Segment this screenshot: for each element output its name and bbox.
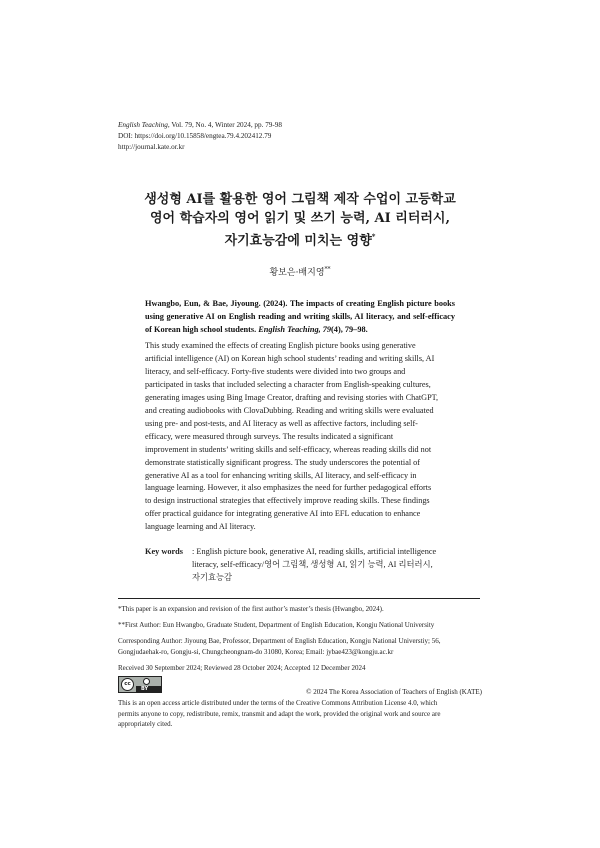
abstract-line: demonstrate statistically significant progress. The study underscores the potential of <box>145 457 420 467</box>
author-names-text: 황보은·배지영 <box>269 268 325 278</box>
abstract-line: and creating audiobooks with ClovaDubbing. Reading and writing skills were evaluated <box>145 405 434 415</box>
keywords-line: literacy, self-efficacy/영어 그림책, 생성형 AI, 읽기 능력, AI 리터러시, <box>192 560 433 569</box>
volume-issue: , Vol. 79, No. 4, Winter 2024, pp. 79-98 <box>167 121 282 129</box>
title-footnote-marker: * <box>371 232 376 241</box>
keywords-label: Key words <box>145 547 184 556</box>
cc-icon: cc <box>121 678 134 691</box>
by-label: BY <box>141 686 149 692</box>
abstract-line: language learning. However, it also emphasizes the need for further pedagogical efforts <box>145 483 432 493</box>
journal-name: English Teaching <box>118 121 168 129</box>
doi-line: DOI: https://doi.org/10.15858/engtea.79.4.202412.79 <box>118 132 272 140</box>
abstract-line: literacy, and self-efficacy. Forty-five students were divided into two groups and <box>145 366 406 376</box>
license-line: This is an open access article distributed under the terms of the Creative Commons Attribution License 4.0, which <box>118 698 438 707</box>
title-line-3-text: 자기효능감에 미치는 영향 <box>224 233 372 249</box>
journal-url: http://journal.kate.or.kr <box>118 143 185 151</box>
abstract-line: participated in tasks that included selecting a character from English-speaking cultures, <box>145 379 431 389</box>
citation-text: Hwangbo, Eun, & Bae, Jiyoung. (2024). The impacts of creating English picture books using generative AI on English reading and writing skills, AI literacy, and self-efficacy of Korean high school students. <box>145 299 455 334</box>
title-line-1: 생성형 AI를 활용한 영어 그림책 제작 수업이 고등학교 <box>144 192 456 207</box>
citation-pages: (4), 79–98. <box>331 325 368 334</box>
abstract-line: This study examined the effects of creating English picture books using generative <box>145 341 416 350</box>
citation-journal: English Teaching, 79 <box>258 325 332 334</box>
license-line: appropriately cited. <box>118 720 173 729</box>
abstract-line: using pre- and post-tests, and AI literacy as well as affective factors, including self- <box>145 418 418 428</box>
footnotes <box>118 604 482 674</box>
title-line-3 <box>110 228 490 251</box>
keywords-line: : English picture book, generative AI, reading skills, artificial intelligence <box>192 547 437 556</box>
keywords-line: 자기효능감 <box>192 573 233 582</box>
thesis-note: *This paper is an expansion and revision of the first author’s master’s thesis (Hwangbo, 2024). <box>118 605 384 613</box>
attribution-person-icon <box>143 678 150 685</box>
abstract-line: generative AI as a tool for enhancing writing skills, AI literacy, and self-efficacy in <box>145 470 417 480</box>
copyright-line: © 2024 The Korea Association of Teachers of English (KATE) <box>306 688 482 696</box>
license-text <box>118 687 482 730</box>
license-line: permits anyone to copy, redistribute, remix, transmit and adapt the work, provided the original work and source are <box>118 709 441 718</box>
abstract-line: generating images using Bing Image Creator, drafting and revising stories with ChatGPT, <box>145 392 439 402</box>
paper-title <box>110 191 490 251</box>
abstract-line: to design instructional strategies that effectively improve reading skills. These findings <box>145 496 430 506</box>
first-author-note: **First Author: Eun Hwangbo, Graduate Student, Department of English Education, Kongju National University <box>118 621 435 629</box>
corresponding-address: Gongjudaehak-ro, Gongju-si, Chungcheongnam-do 31080, Korea; Email: jybae423@kongju.ac.kr <box>118 648 394 656</box>
journal-citation-line <box>118 120 282 131</box>
journal-header <box>118 120 282 153</box>
author-names <box>0 265 600 278</box>
title-line-2: 영어 학습자의 영어 읽기 및 쓰기 능력, AI 리터러시, <box>149 210 451 226</box>
abstract <box>145 340 455 534</box>
abstract-line: efficacy, were measured through surveys. The results indicated a significant <box>145 431 394 441</box>
abstract-line: language learning and AI literacy. <box>145 522 256 532</box>
abstract-line: offer practical guidance for integrating generative AI into EFL education to enhance <box>145 509 421 519</box>
received-dates: Received 30 September 2024; Reviewed 28 October 2024; Accepted 12 December 2024 <box>118 664 366 672</box>
author-footnote-marker: ** <box>324 266 331 273</box>
abstract-line: artificial intelligence (AI) on Korean high school students’ reading and writing skills, AI <box>145 353 435 363</box>
abstract-line: improvement in students’ writing skills and self-efficacy, whereas reading skills did not <box>145 444 432 454</box>
reference-citation <box>145 297 455 336</box>
footnote-divider <box>118 598 480 599</box>
keywords-text <box>192 545 456 584</box>
corresponding-author-note: Corresponding Author: Jiyoung Bae, Professor, Department of English Education, Kongju National Universtiy; 56, <box>118 637 441 645</box>
